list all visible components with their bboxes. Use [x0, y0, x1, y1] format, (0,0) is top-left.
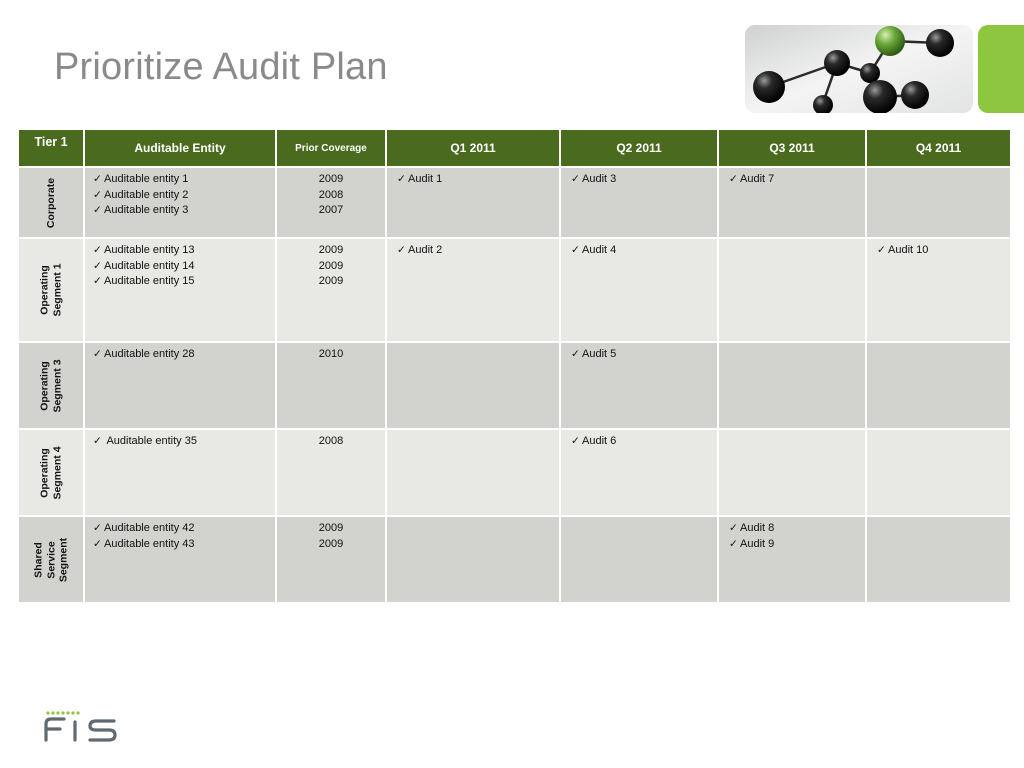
coverage-year-list	[277, 430, 385, 450]
coverage-year-list	[277, 168, 385, 219]
q1-audit-list	[387, 430, 559, 434]
segment-label: Operating Segment 3	[38, 358, 63, 413]
q1-audit-cell	[386, 429, 560, 516]
entity-list	[85, 430, 275, 450]
coverage-year-item	[277, 521, 385, 537]
q4-audit-cell	[866, 429, 1011, 516]
entity-cell	[84, 167, 276, 238]
coverage-year-text: 2009	[318, 522, 344, 534]
q1-audit-text: Audit 2	[408, 244, 443, 256]
entity-text: Auditable entity 2	[104, 188, 189, 201]
table-row	[18, 429, 1011, 516]
checkmark-icon: ✓	[93, 522, 102, 534]
header-coverage: Prior Coverage	[276, 129, 386, 167]
coverage-year-item	[277, 188, 385, 204]
q2-audit-cell	[560, 238, 718, 342]
coverage-year-text: 2009	[318, 537, 344, 550]
q3-audit-list	[719, 430, 865, 434]
coverage-year-text: 2008	[318, 435, 344, 447]
accent-tab	[978, 25, 1024, 113]
coverage-year-text: 2009	[318, 275, 344, 287]
q4-audit-list	[867, 430, 1010, 434]
checkmark-icon: ✓	[729, 537, 738, 550]
segment-cell	[18, 429, 84, 516]
coverage-year-text: 2007	[318, 204, 344, 216]
q2-audit-item	[571, 347, 717, 363]
q4-audit-list	[867, 517, 1010, 521]
q1-audit-text: Audit 1	[408, 173, 443, 185]
q1-audit-item	[397, 172, 559, 188]
entity-text: Auditable entity 14	[104, 259, 195, 272]
coverage-year-item	[277, 203, 385, 219]
coverage-year-list	[277, 517, 385, 552]
q2-audit-text: Audit 6	[582, 435, 617, 447]
q4-audit-cell	[866, 342, 1011, 429]
coverage-year-item	[277, 537, 385, 553]
q2-audit-cell	[560, 342, 718, 429]
checkmark-icon: ✓	[571, 244, 580, 256]
segment-cell	[18, 238, 84, 342]
q4-audit-cell	[866, 238, 1011, 342]
entity-item	[93, 537, 275, 553]
audit-plan-table	[17, 128, 1012, 604]
coverage-year-text: 2009	[318, 173, 344, 185]
entity-text: Auditable entity 1	[104, 173, 189, 185]
q4-audit-list	[867, 343, 1010, 347]
table-row	[18, 167, 1011, 238]
q2-audit-item	[571, 243, 717, 259]
entity-list	[85, 168, 275, 219]
q3-audit-cell	[718, 429, 866, 516]
q3-audit-item	[729, 537, 865, 553]
segment-label: Operating Segment 4	[38, 445, 63, 500]
fis-logo	[42, 710, 122, 746]
segment-cell	[18, 342, 84, 429]
coverage-year-item	[277, 172, 385, 188]
coverage-year-text: 2009	[318, 259, 344, 272]
entity-text: Auditable entity 43	[104, 537, 195, 550]
q3-audit-list	[719, 239, 865, 243]
entity-item	[93, 347, 275, 363]
table-row	[18, 342, 1011, 429]
q3-audit-list	[719, 343, 865, 347]
entity-item	[93, 259, 275, 275]
q4-audit-list	[867, 239, 1010, 259]
segment-label: Operating Segment 1	[38, 263, 63, 317]
entity-cell	[84, 342, 276, 429]
q2-audit-item	[571, 434, 717, 450]
coverage-year-cell	[276, 429, 386, 516]
coverage-year-text: 2010	[318, 348, 344, 360]
table-body	[18, 167, 1011, 603]
checkmark-icon: ✓	[729, 522, 738, 534]
q4-audit-cell	[866, 167, 1011, 238]
entity-list	[85, 517, 275, 552]
q2-audit-cell	[560, 167, 718, 238]
coverage-year-cell	[276, 342, 386, 429]
entity-item	[93, 274, 275, 290]
molecule-image	[745, 25, 973, 113]
entity-list	[85, 239, 275, 290]
q3-audit-text: Audit 8	[740, 522, 775, 534]
coverage-year-list	[277, 343, 385, 363]
header-q2: Q2 2011	[560, 129, 718, 167]
checkmark-icon: ✓	[729, 173, 738, 185]
entity-text: Auditable entity 15	[104, 275, 195, 287]
entity-item	[93, 521, 275, 537]
table-row	[18, 516, 1011, 603]
checkmark-icon: ✓	[93, 173, 102, 185]
q2-audit-list	[561, 168, 717, 188]
slide-title: Prioritize Audit Plan	[54, 46, 388, 88]
q1-audit-list	[387, 343, 559, 347]
q1-audit-cell	[386, 342, 560, 429]
q3-audit-cell	[718, 342, 866, 429]
q2-audit-text: Audit 5	[582, 348, 617, 360]
coverage-year-list	[277, 239, 385, 290]
q2-audit-item	[571, 172, 717, 188]
q1-audit-list	[387, 239, 559, 259]
q3-audit-text: Audit 9	[740, 537, 775, 550]
checkmark-icon: ✓	[93, 435, 102, 447]
coverage-year-cell	[276, 238, 386, 342]
entity-cell	[84, 516, 276, 603]
entity-item	[93, 188, 275, 204]
segment-label: Shared Service Segment	[32, 537, 70, 582]
checkmark-icon: ✓	[397, 173, 406, 185]
segment-cell	[18, 167, 84, 238]
checkmark-icon: ✓	[571, 173, 580, 185]
checkmark-icon: ✓	[93, 204, 102, 216]
q4-audit-text: Audit 10	[888, 244, 929, 256]
entity-text: Auditable entity 35	[104, 435, 197, 447]
entity-list	[85, 343, 275, 363]
q1-audit-item	[397, 243, 559, 259]
entity-item	[93, 172, 275, 188]
header-q3: Q3 2011	[718, 129, 866, 167]
q1-audit-list	[387, 517, 559, 521]
q4-audit-item	[877, 243, 1010, 259]
entity-item	[93, 243, 275, 259]
coverage-year-item	[277, 243, 385, 259]
q3-audit-item	[729, 521, 865, 537]
q2-audit-list	[561, 430, 717, 450]
checkmark-icon: ✓	[93, 275, 102, 287]
entity-text: Auditable entity 13	[104, 244, 195, 256]
checkmark-icon: ✓	[93, 348, 102, 360]
q3-audit-cell	[718, 238, 866, 342]
header-tier: Tier 1	[18, 129, 84, 167]
q2-audit-list	[561, 343, 717, 363]
segment-label: Corporate	[44, 177, 57, 228]
q1-audit-cell	[386, 238, 560, 342]
table-header-row	[18, 129, 1011, 167]
q1-audit-cell	[386, 516, 560, 603]
coverage-year-item	[277, 259, 385, 275]
q3-audit-list	[719, 517, 865, 552]
q2-audit-list	[561, 517, 717, 521]
q3-audit-cell	[718, 516, 866, 603]
coverage-year-text: 2008	[318, 188, 344, 201]
checkmark-icon: ✓	[93, 537, 102, 550]
q3-audit-list	[719, 168, 865, 188]
q3-audit-text: Audit 7	[740, 173, 775, 185]
entity-cell	[84, 238, 276, 342]
q2-audit-list	[561, 239, 717, 259]
header-q4: Q4 2011	[866, 129, 1011, 167]
checkmark-icon: ✓	[93, 188, 102, 201]
table-row	[18, 238, 1011, 342]
coverage-year-cell	[276, 516, 386, 603]
entity-text: Auditable entity 3	[104, 204, 189, 216]
coverage-year-cell	[276, 167, 386, 238]
segment-cell	[18, 516, 84, 603]
checkmark-icon: ✓	[93, 244, 102, 256]
q2-audit-text: Audit 3	[582, 173, 617, 185]
checkmark-icon: ✓	[877, 244, 886, 256]
checkmark-icon: ✓	[571, 348, 580, 360]
q2-audit-text: Audit 4	[582, 244, 617, 256]
q3-audit-cell	[718, 167, 866, 238]
q2-audit-cell	[560, 429, 718, 516]
entity-item	[93, 434, 275, 450]
entity-text: Auditable entity 42	[104, 522, 195, 534]
checkmark-icon: ✓	[397, 244, 406, 256]
coverage-year-item	[277, 434, 385, 450]
q3-audit-item	[729, 172, 865, 188]
checkmark-icon: ✓	[571, 435, 580, 447]
q2-audit-cell	[560, 516, 718, 603]
header-q1: Q1 2011	[386, 129, 560, 167]
q1-audit-list	[387, 168, 559, 188]
q4-audit-list	[867, 168, 1010, 172]
q4-audit-cell	[866, 516, 1011, 603]
header-entity: Auditable Entity	[84, 129, 276, 167]
entity-item	[93, 203, 275, 219]
checkmark-icon: ✓	[93, 259, 102, 272]
entity-cell	[84, 429, 276, 516]
coverage-year-item	[277, 347, 385, 363]
coverage-year-text: 2009	[318, 244, 344, 256]
coverage-year-item	[277, 274, 385, 290]
q1-audit-cell	[386, 167, 560, 238]
entity-text: Auditable entity 28	[104, 348, 195, 360]
